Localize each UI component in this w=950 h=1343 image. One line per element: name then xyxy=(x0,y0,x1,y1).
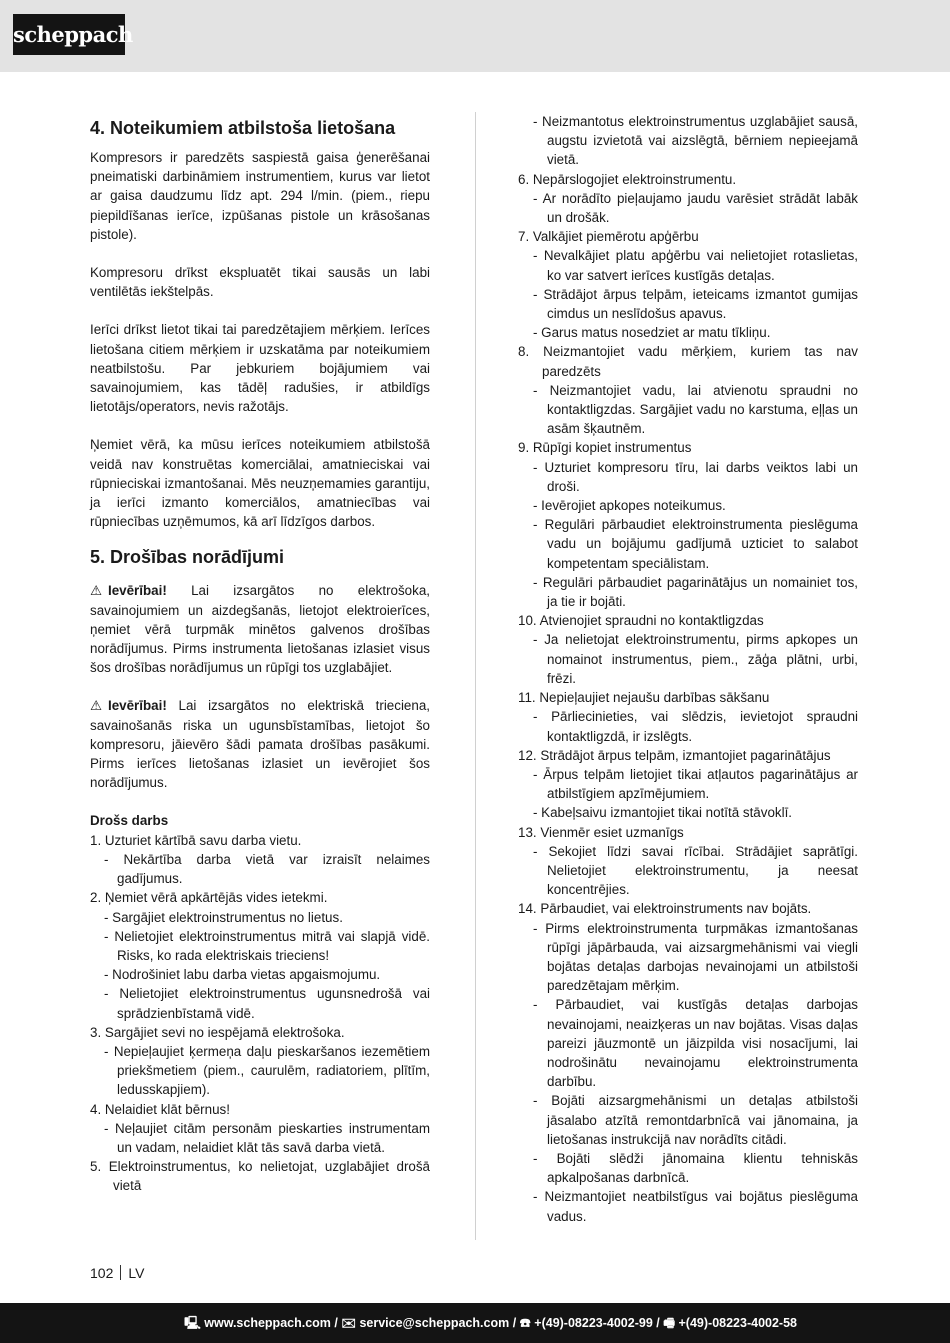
footer-contact xyxy=(184,1303,797,1343)
mail-icon: ✉ xyxy=(341,1316,356,1330)
list-item: 3. Sargājiet sevi no iespējamā elektrošoka. xyxy=(90,1024,345,1040)
list-subitem: - Strādājot ārpus telpām, ieteicams izmantot gumijas cimdus un neslīdošus apavus. xyxy=(533,286,858,322)
column-divider xyxy=(475,112,476,1240)
intended-use-paragraph-3: Ierīci drīkst lietot tikai tai paredzētajiem mērķiem. Ierīces lietošana citiem mērķiem ir uzskatāma par noteikumiem neatbilstošu. Par jebkuriem bojājumiem vai savainojumiem, kas tādēļ radušies, ir atbildīgs lietotājs/operators, nevis ražotājs. xyxy=(90,322,430,415)
page-number-value: 102 xyxy=(90,1265,114,1281)
list-subitem: - Nelietojiet elektroinstrumentus ugunsnedrošā vai sprādzienbīstamā vidē. xyxy=(104,986,430,1021)
list-item: 9. Rūpīgi kopiet instrumentus xyxy=(518,440,692,456)
list-subitem: - Neizmantojiet neatbilstīgus vai bojātus pieslēguma vadus. xyxy=(533,1189,858,1224)
list-item: 11. Nepieļaujiet nejaušu darbības sākšanu xyxy=(518,690,770,706)
left-column xyxy=(90,112,430,1196)
list-item: 6. Nepārslogojiet elektroinstrumentu. xyxy=(518,171,737,187)
list-subitem: - Regulāri pārbaudiet elektroinstrumenta pieslēguma vadu un bojājumu gadījumā uzticiet to salabot kompetentam speciālistam. xyxy=(533,517,858,571)
phone-number: +(49)-08223-4002-99 xyxy=(534,1316,653,1330)
list-subitem: - Bojāti slēdži jānomaina klientu tehniskās apkalpošanas darbnīcā. xyxy=(533,1150,858,1186)
intended-use-paragraph-1: Kompresors ir paredzēts saspiestā gaisa ģenerēšanai pneimatiski darbināmiem instrumentiem, kurus var lietot ar gaisa daudzumu līdz apt. 294 l/min. (piem., riepu piepildīšanas ierīce, izpūšanas pistole un krāsošanas pistole). xyxy=(90,150,430,242)
footer-separator: / xyxy=(509,1316,520,1330)
warning-icon: ⚠ xyxy=(90,698,103,714)
list-subitem: - Garus matus nosedziet ar matu tīkliņu. xyxy=(533,325,771,341)
computer-icon: 🖳 xyxy=(184,1316,201,1330)
fax-number: +(49)-08223-4002-58 xyxy=(678,1316,797,1330)
scheppach-logo xyxy=(13,14,133,55)
section-heading-4: 4. Noteikumiem atbilstoša lietošana xyxy=(90,118,396,138)
list-subitem: - Sekojiet līdzi savai rīcībai. Strādājiet saprātīgi. Nelietojiet elektroinstrumentu, ja neesat koncentrējies. xyxy=(533,843,858,898)
page-footer xyxy=(0,1303,950,1343)
page-number xyxy=(90,1265,144,1281)
list-item: 8. Neizmantojiet vadu mērķiem, kuriem tas nav paredzēts xyxy=(518,344,858,379)
list-subitem: - Pārliecinieties, vai slēdzis, ievietojot spraudni kontaktligzdā, ir izslēgts. xyxy=(533,709,858,744)
list-subitem: - Pārbaudiet, vai kustīgās detaļas darbojas nevainojami, neaizķeras un nav bojātas. Visas daļas pareizi jāuzmontē un jāizpilda visi nosacījumi, lai nodrošinātu nevainojamu elektroinstrumenta darbību. xyxy=(533,997,858,1090)
list-item: 5. Elektroinstrumentus, ko nelietojat, uzglabājiet drošā vietā xyxy=(90,1159,430,1194)
phone-icon: ☎ xyxy=(519,1316,531,1330)
warning-label: Ievērībai! xyxy=(108,583,167,599)
list-item: 12. Strādājot ārpus telpām, izmantojiet pagarinātājus xyxy=(518,747,831,763)
list-subitem: - Kabeļsaivu izmantojiet tikai notītā stāvoklī. xyxy=(533,805,793,821)
logo-text: scheppach xyxy=(13,22,133,47)
list-subitem: - Neizmantotus elektroinstrumentus uzglabājiet sausā, augstu izvietotā vai aizslēgtā, bērniem nepieejamā vietā. xyxy=(533,114,858,168)
email-link[interactable]: service@scheppach.com xyxy=(359,1316,510,1330)
list-subitem: - Ja nelietojat elektroinstrumentu, pirms apkopes un nomainot instrumentus, piem., zāģa plātni, urbi, frēzi. xyxy=(533,632,858,686)
list-subitem: - Nelietojiet elektroinstrumentus mitrā vai slapjā vidē. Risks, ko rada elektriskais trieciens! xyxy=(104,928,430,963)
intended-use-paragraph-4: Ņemiet vērā, ka mūsu ierīces noteikumiem atbilstošā veidā nav konstruētas komerciālai, amatnieciskai vai rūpnieciskai izmantošanai. Mēs neuzņemamies garantiju, ja ierīci izmanto komerciālos, amatniecības vai rūpniecības uzņēmumos, kā arī līdzīgos darbos. xyxy=(90,437,430,530)
page-number-separator xyxy=(120,1265,121,1280)
list-subitem: - Ievērojiet apkopes noteikumus. xyxy=(533,498,726,514)
list-subitem: - Nepieļaujiet ķermeņa daļu pieskaršanos iezemētiem priekšmetiem (piem., caurulēm, radiatoriem, plītīm, ledusskapjiem). xyxy=(104,1043,430,1098)
list-subitem: - Sargājiet elektroinstrumentus no lietus. xyxy=(104,909,343,925)
warning-text: Lai izsargātos no elektrošoka, savainojumiem un aizdegšanās, lietojot elektroierīces, ņemiet vērā turpmāk minētos galvenos drošības norādījumus. Pirms instrumenta lietošanas izlasiet visus šos drošības norādījumus un rūpīgi tos uzglabājiet. xyxy=(90,583,430,676)
warning-paragraph-2 xyxy=(90,696,430,792)
list-subitem: - Nekārtība darba vietā var izraisīt nelaimes gadījumus. xyxy=(104,851,430,887)
page-language: LV xyxy=(128,1265,145,1281)
warning-paragraph-1 xyxy=(90,581,430,677)
list-subitem: - Nodrošiniet labu darba vietas apgaismojumu. xyxy=(104,967,381,983)
list-subitem: - Ārpus telpām lietojiet tikai atļautos pagarinātājus ar atbilstīgiem apzīmējumiem. xyxy=(533,766,858,802)
page-header xyxy=(0,0,950,72)
list-item: 7. Valkājiet piemērotu apģērbu xyxy=(518,229,699,245)
list-item: 2. Ņemiet vērā apkārtējās vides ietekmi. xyxy=(90,890,328,906)
list-subitem: - Pirms elektroinstrumenta turpmākas izmantošanas rūpīgi jāpārbauda, vai aizsargmehānismi vai viegli bojātas detaļas darbojas nevainojami un atbilstoši paredzētajam mērķim. xyxy=(533,920,858,994)
footer-separator: / xyxy=(330,1316,342,1330)
fax-icon: 🖷 xyxy=(663,1316,676,1330)
right-column xyxy=(518,112,858,1226)
list-item: 13. Vienmēr esiet uzmanīgs xyxy=(518,824,684,840)
warning-label: Ievērībai! xyxy=(108,698,167,714)
safe-work-heading: Drošs darbs xyxy=(90,813,169,829)
section-heading-5: 5. Drošības norādījumi xyxy=(90,547,285,568)
list-item: 1. Uzturiet kārtībā savu darba vietu. xyxy=(90,832,302,848)
list-item: 14. Pārbaudiet, vai elektroinstruments nav bojāts. xyxy=(518,901,812,917)
intended-use-paragraph-2: Kompresoru drīkst ekspluatēt tikai sausās un labi ventilētās iekštelpās. xyxy=(90,265,430,300)
list-subitem: - Ar norādīto pieļaujamo jaudu varēsiet strādāt labāk un drošāk. xyxy=(533,190,858,226)
list-item: 4. Nelaidiet klāt bērnus! xyxy=(90,1101,230,1117)
list-item: 10. Atvienojiet spraudni no kontaktligzdas xyxy=(518,613,764,629)
list-subitem: - Regulāri pārbaudiet pagarinātājus un nomainiet tos, ja tie ir bojāti. xyxy=(533,574,858,610)
list-subitem: - Bojāti aizsargmehānismi un detaļas atbilstoši jāsalabo atzītā remontdarbnīcā vai jānomaina, ja lietošanas instrukcijā nav norādīts citādi. xyxy=(533,1093,858,1147)
footer-separator: / xyxy=(652,1316,664,1330)
list-subitem: - Neļaujiet citām personām pieskarties instrumentam un vadam, nelaidiet klāt tās savā darba vietā. xyxy=(104,1120,430,1155)
list-subitem: - Uzturiet kompresoru tīru, lai darbs veiktos labi un droši. xyxy=(533,459,858,494)
warning-icon: ⚠ xyxy=(90,583,103,599)
list-subitem: - Nevalkājiet platu apģērbu vai nelietojiet rotaslietas, ko var satvert ierīces kustīgās detaļas. xyxy=(533,248,858,283)
website-link[interactable]: www.scheppach.com xyxy=(204,1316,331,1330)
warning-text: Lai izsargātos no elektriskā trieciena, savainošanās riska un ugunsbīstamības, lietojot šo kompresoru, jāievēro šādi pamata drošības pasākumi. Pirms ierīces lietošanas izlasiet un ievērojiet šos norādījumus. xyxy=(90,698,430,791)
list-subitem: - Neizmantojiet vadu, lai atvienotu spraudni no kontaktligzdas. Sargājiet vadu no karstuma, eļļas un asām šķautnēm. xyxy=(533,382,858,437)
